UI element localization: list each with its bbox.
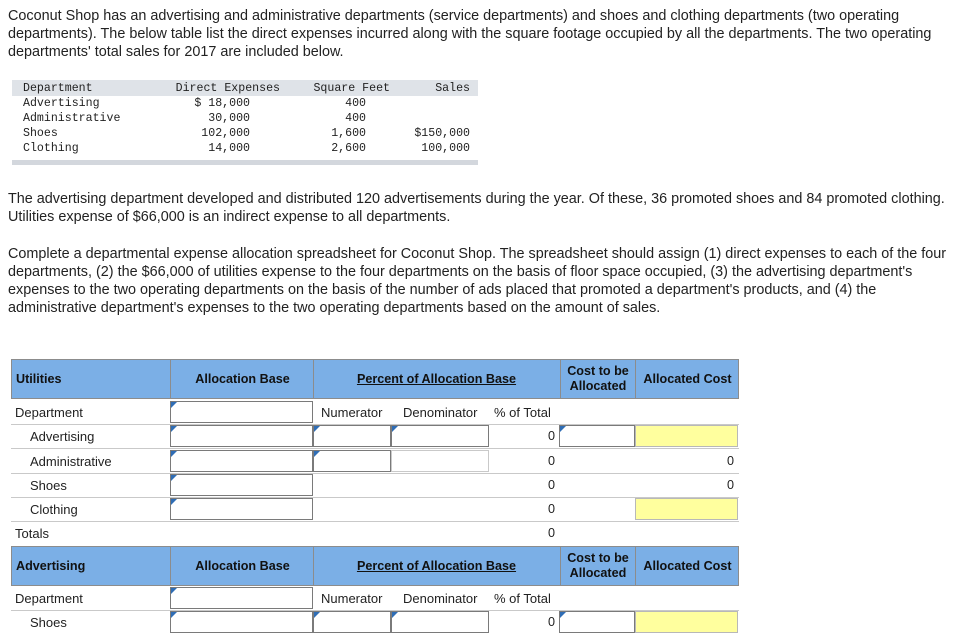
- totals-row: [11, 521, 739, 545]
- pct-total-value: 0: [547, 526, 555, 540]
- advertising-worksheet: [11, 546, 739, 632]
- cost-to-be-allocated-input[interactable]: [559, 611, 635, 633]
- allocation-base-input[interactable]: [170, 474, 313, 496]
- given-cell: 30,000: [208, 112, 250, 125]
- given-cell: 100,000: [421, 142, 470, 155]
- denominator-label: Denominator: [403, 404, 478, 420]
- given-cell: $150,000: [414, 127, 470, 140]
- allocation-base-header: Allocation Base: [195, 372, 290, 386]
- allocation-base-input[interactable]: [170, 450, 313, 472]
- advertising-header: [11, 546, 739, 586]
- department-label: Department: [15, 590, 83, 606]
- utilities-header: [11, 359, 739, 399]
- utilities-title: Utilities: [16, 372, 62, 386]
- given-cell: $ 18,000: [194, 97, 250, 110]
- pct-total-label: % of Total: [494, 590, 551, 606]
- allocated-cost-value: [635, 611, 738, 633]
- numerator-label: Numerator: [321, 404, 383, 420]
- intro-paragraph: Coconut Shop has an advertising and administrative departments (service departments) and shoes and clothing departments (two operating departments). The below table list the direct expenses incurred along with the square footage occupied by all the departments. The two operating departments' total sales for 2017 are included below.: [8, 8, 932, 60]
- allocation-base-input[interactable]: [170, 611, 313, 633]
- numerator-input[interactable]: [313, 425, 391, 447]
- row-label: Clothing: [30, 501, 78, 517]
- denominator-label: Denominator: [403, 590, 478, 606]
- given-cell: 400: [345, 97, 366, 110]
- percent-allocation-base-header: Percent of Allocation Base: [356, 559, 517, 573]
- allocated-cost-value: [635, 498, 738, 520]
- utilities-worksheet: [11, 359, 739, 549]
- given-cell: 2,600: [331, 142, 366, 155]
- given-header-sales: Sales: [435, 82, 470, 95]
- row-label: Advertising: [30, 428, 95, 444]
- table-row: [11, 424, 739, 448]
- given-cell: Administrative: [23, 112, 121, 125]
- table-row: [11, 473, 739, 497]
- given-cell: Advertising: [23, 97, 100, 110]
- row-label: Shoes: [30, 477, 67, 493]
- pct-total-value: 0: [547, 615, 555, 629]
- given-header-direct-expenses: Direct Expenses: [175, 82, 280, 95]
- allocated-cost-value: 0: [726, 478, 734, 492]
- pct-total-value: 0: [547, 502, 555, 516]
- ads-paragraph: The advertising department developed and distributed 120 advertisements during the year. Of these, 36 promoted shoes and 84 promoted clothing. Utilities expense of $66,000 is an indirect expense to all departments.: [8, 191, 945, 225]
- pct-total-label: % of Total: [494, 404, 551, 420]
- row-label: Administrative: [30, 453, 112, 469]
- allocated-cost-value: 0: [726, 454, 734, 468]
- advertising-title: Advertising: [16, 559, 86, 573]
- table-row: [11, 610, 739, 634]
- pct-total-value: 0: [547, 454, 555, 468]
- numerator-input[interactable]: [313, 450, 391, 472]
- department-row: [11, 586, 739, 610]
- percent-allocation-base-header: Percent of Allocation Base: [356, 372, 517, 386]
- department-row: [11, 400, 739, 424]
- given-cell: 102,000: [201, 127, 250, 140]
- cost-to-be-allocated-header: Cost to be Allocated: [567, 364, 629, 393]
- table-row: [11, 449, 739, 473]
- table-row: [11, 497, 739, 521]
- allocation-base-header: Allocation Base: [195, 559, 290, 573]
- denominator-input[interactable]: [391, 425, 489, 447]
- pct-total-value: 0: [547, 429, 555, 443]
- numerator-label: Numerator: [321, 590, 383, 606]
- cost-to-be-allocated-header: Cost to be Allocated: [567, 551, 629, 580]
- given-cell: Clothing: [23, 142, 79, 155]
- given-data-table: [12, 80, 478, 166]
- department-label: Department: [15, 404, 83, 420]
- allocated-cost-header: Allocated Cost: [643, 372, 732, 386]
- allocated-cost-value: [635, 425, 738, 447]
- pct-total-value: 0: [547, 478, 555, 492]
- instructions-paragraph: Complete a departmental expense allocation spreadsheet for Coconut Shop. The spreadsheet should assign (1) direct expenses to each of the four departments, (2) the $66,000 of utilities expense to the four departments on the basis of floor space occupied, (3) the advertising department's expenses to the two operating departments on the basis of the number of ads placed that promoted a department's products, and (4) the administrative department's expenses to the two operating departments based on the amount of sales.: [8, 246, 947, 316]
- advertising-allocation-base-input[interactable]: [170, 587, 313, 609]
- totals-label: Totals: [15, 525, 49, 541]
- denominator-cell: [391, 450, 489, 472]
- allocated-cost-header: Allocated Cost: [643, 559, 732, 573]
- given-cell: Shoes: [23, 127, 58, 140]
- denominator-input[interactable]: [391, 611, 489, 633]
- given-cell: 1,600: [331, 127, 366, 140]
- given-cell: 14,000: [208, 142, 250, 155]
- given-header-department: Department: [23, 82, 93, 95]
- allocation-base-input[interactable]: [170, 498, 313, 520]
- cost-to-be-allocated-input[interactable]: [559, 425, 635, 447]
- allocation-base-input[interactable]: [170, 425, 313, 447]
- given-header-square-feet: Square Feet: [313, 82, 390, 95]
- row-label: Shoes: [30, 614, 67, 630]
- utilities-allocation-base-input[interactable]: [170, 401, 313, 423]
- numerator-input[interactable]: [313, 611, 391, 633]
- given-cell: 400: [345, 112, 366, 125]
